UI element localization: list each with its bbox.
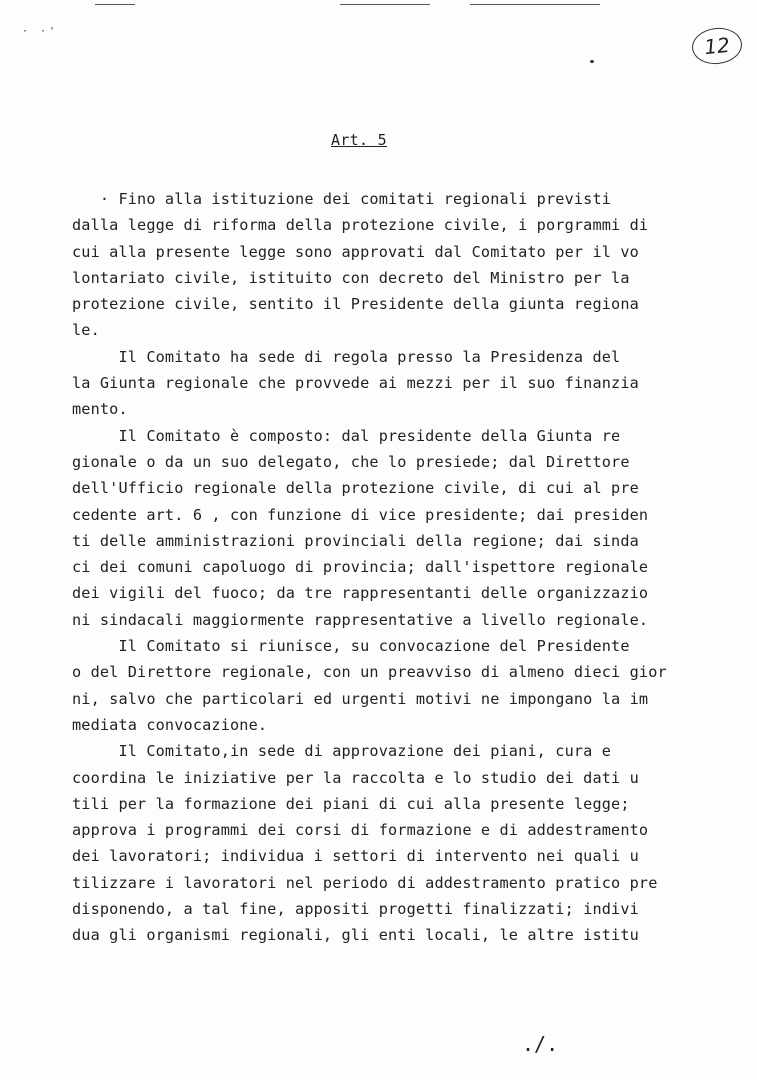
- text-line: mento.: [72, 400, 128, 419]
- text-line: coordina le iniziative per la raccolta e lo studio dei dati u: [72, 768, 639, 787]
- page-number: 12: [703, 32, 731, 60]
- article-body: [72, 186, 692, 1001]
- ink-dot: [590, 60, 594, 63]
- text-line: gionale o da un suo delegato, che lo presiede; dal Direttore: [72, 452, 630, 471]
- text-line: o del Direttore regionale, con un preavviso di almeno dieci gior: [72, 663, 667, 682]
- text-line: tili per la formazione dei piani di cui alla presente legge;: [72, 794, 630, 813]
- text-line: disponendo, a tal fine, appositi progetti finalizzati; indivi: [72, 900, 639, 919]
- text-line: protezione civile, sentito il Presidente della giunta regiona: [72, 295, 639, 314]
- text-line: dua gli organismi regionali, gli enti locali, le altre istitu: [72, 926, 639, 945]
- scan-edge-mark: [470, 4, 600, 5]
- text-line: [72, 949, 692, 975]
- text-line: approva i programmi dei corsi di formazione e di addestramento: [72, 821, 649, 840]
- text-line: Il Comitato si riunisce, su convocazione del Presidente: [72, 637, 630, 656]
- text-line: Il Comitato è composto: dal presidente della Giunta re: [72, 426, 621, 445]
- text-line: Il Comitato ha sede di regola presso la Presidenza del: [72, 347, 621, 366]
- continuation-mark: ./.: [522, 1032, 559, 1056]
- scan-edge-mark: [95, 4, 135, 5]
- text-line: · Fino alla istituzione dei comitati regionali previsti: [72, 190, 612, 208]
- text-line: cui alla presente legge sono approvati dal Comitato per il vo: [72, 242, 639, 261]
- text-line: cedente art. 6 , con funzione di vice presidente; dai presiden: [72, 505, 649, 524]
- text-line: dei lavoratori; individua i settori di intervento nei quali u: [72, 847, 639, 866]
- page-number-stamp: [690, 25, 743, 66]
- text-line: tilizzare i lavoratori nel periodo di addestramento pratico pre: [72, 873, 658, 892]
- text-line: Il Comitato,in sede di approvazione dei piani, cura e: [72, 742, 612, 761]
- text-line: ci dei comuni capoluogo di provincia; dall'ispettore regionale: [72, 558, 649, 577]
- text-line: le.: [72, 321, 100, 340]
- text-line: ni, salvo che particolari ed urgenti motivi ne impongano la im: [72, 689, 649, 708]
- article-title: Art. 5: [331, 131, 387, 149]
- text-line: dalla legge di riforma della protezione civile, i porgrammi di: [72, 216, 649, 235]
- text-line: mediata convocazione.: [72, 715, 268, 734]
- text-line: ti delle amministrazioni provinciali della regione; dai sinda: [72, 531, 639, 550]
- scan-edge-mark: [340, 4, 430, 5]
- text-line: la Giunta regionale che provvede ai mezzi per il suo finanzia: [72, 374, 639, 393]
- text-line: ni sindacali maggiormente rappresentative a livello regionale.: [72, 610, 649, 629]
- text-line: lontariato civile, istituito con decreto del Ministro per la: [72, 268, 630, 287]
- scan-specks: · ·': [22, 26, 59, 37]
- text-line: [72, 975, 692, 1001]
- text-line: dei vigili del fuoco; da tre rappresentanti delle organizzazio: [72, 584, 649, 603]
- text-line: dell'Ufficio regionale della protezione civile, di cui al pre: [72, 479, 639, 498]
